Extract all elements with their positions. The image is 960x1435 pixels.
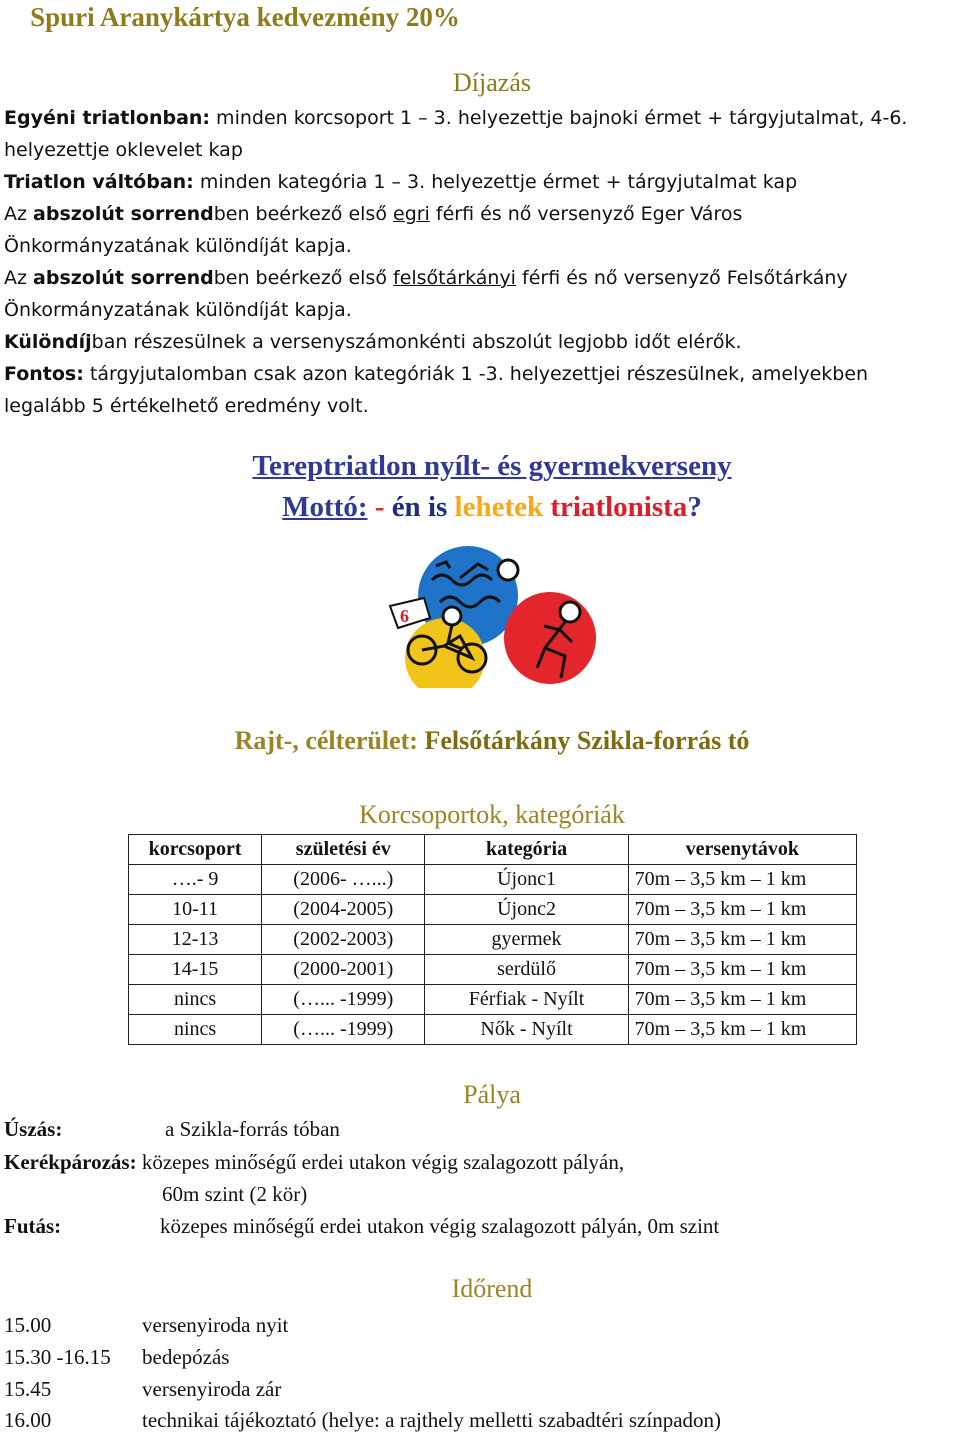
cell: 70m – 3,5 km – 1 km [628, 865, 856, 895]
dijazas-line-4 [4, 198, 742, 230]
col-versenytavok: versenytávok [628, 835, 856, 865]
start-area-value: Felsőtárkány Szikla-forrás tó [417, 726, 750, 755]
cell: gyermek [425, 925, 628, 955]
bike-line [4, 1147, 624, 1177]
red-circle [504, 592, 596, 684]
individual-label: Egyéni triatlonban: [4, 107, 211, 129]
text-fragment: Az [4, 267, 34, 289]
motto-triatlonista: triatlonista [550, 491, 688, 523]
schedule-text: versenyiroda zár [142, 1377, 282, 1401]
special-prize-text: ban részesülnek a versenyszámonkénti abszolút legjobb időt elérők. [91, 331, 742, 353]
triathlon-logo [360, 538, 610, 688]
cell: 14-15 [129, 955, 262, 985]
dijazas-line-6 [4, 262, 848, 294]
table-row [129, 925, 857, 955]
text-fragment: férfi és nő versenyző Eger Város [429, 203, 743, 225]
schedule-time: 15.45 [4, 1377, 52, 1401]
important-text: tárgyjutalomban csak azon kategóriák 1 -3. helyezettjei részesülnek, amelyekben [83, 363, 869, 385]
table-row [129, 865, 857, 895]
relay-text: minden kategória 1 – 3. helyezettje érmet + tárgyjutalmat kap [193, 171, 798, 193]
dijazas-line-5: Önkormányzatának különdíját kapja. [4, 235, 352, 257]
cell: (2006- …...) [262, 865, 425, 895]
cell: (2002-2003) [262, 925, 425, 955]
eger-underlined: egri [393, 203, 430, 225]
dijazas-title: Díjazás [453, 68, 531, 97]
dijazas-line-10: legalább 5 értékelhető eredmény volt. [4, 395, 369, 417]
col-szuletesi-ev: születési év [262, 835, 425, 865]
cell: Újonc1 [425, 865, 628, 895]
motto-dash: - [367, 491, 392, 523]
cell: nincs [129, 1015, 262, 1045]
dijazas-line-7: Önkormányzatának különdíját kapja. [4, 299, 352, 321]
palya-title: Pálya [463, 1080, 521, 1109]
motto [12, 491, 960, 524]
special-prize-label: Különdíj [4, 331, 92, 353]
cell: 70m – 3,5 km – 1 km [628, 1015, 856, 1045]
individual-text: minden korcsoport 1 – 3. helyezettje bajnoki érmet + tárgyjutalmat, 4-6. [210, 107, 908, 129]
table-header-row [129, 835, 857, 865]
text-fragment: ben beérkező első [213, 267, 393, 289]
col-kategoria: kategória [425, 835, 628, 865]
motto-en-is: én is [391, 491, 455, 523]
absolute-order-label: abszolút sorrend [33, 203, 214, 225]
cell: (2004-2005) [262, 895, 425, 925]
cell: 70m – 3,5 km – 1 km [628, 925, 856, 955]
dijazas-line-9 [4, 358, 868, 390]
cell: (…... -1999) [262, 985, 425, 1015]
number-badge [390, 598, 430, 628]
text-fragment: ben beérkező első [213, 203, 393, 225]
relay-label: Triatlon váltóban: [4, 171, 194, 193]
cell: 70m – 3,5 km – 1 km [628, 985, 856, 1015]
table-row [129, 895, 857, 925]
schedule-time: 16.00 [4, 1408, 52, 1432]
cell: 10-11 [129, 895, 262, 925]
idorend-title: Időrend [451, 1274, 533, 1303]
motto-label: Mottó: [282, 491, 368, 523]
important-label: Fontos: [4, 363, 84, 385]
text-fragment: Az [4, 203, 34, 225]
categories-table [128, 834, 857, 1045]
felsotarkany-underlined: felsőtárkányi [393, 267, 516, 289]
table-row [129, 955, 857, 985]
schedule-text: versenyiroda nyit [142, 1313, 289, 1337]
cell: Férfiak - Nyílt [425, 985, 628, 1015]
schedule-text: bedepózás [142, 1345, 230, 1369]
run-label: Futás: [4, 1214, 62, 1238]
motto-question: ? [687, 491, 702, 523]
swim-text: a Szikla-forrás tóban [165, 1117, 340, 1141]
text-fragment: férfi és nő versenyző Felsőtárkány [515, 267, 848, 289]
bike-text: közepes minőségű erdei utakon végig szalagozott pályán, [136, 1150, 625, 1174]
start-area [12, 726, 960, 756]
start-area-label: Rajt-, célterület: [234, 726, 418, 755]
motto-lehetek: lehetek [454, 491, 551, 523]
cell: 12-13 [129, 925, 262, 955]
col-korcsoport: korcsoport [129, 835, 262, 865]
dijazas-line-3 [4, 166, 797, 198]
dijazas-line-8 [4, 326, 742, 358]
table-row [129, 985, 857, 1015]
event-title: Tereptriatlon nyílt- és gyermekverseny [252, 450, 732, 482]
cell: nincs [129, 985, 262, 1015]
swim-label: Úszás: [4, 1117, 63, 1141]
cell: Újonc2 [425, 895, 628, 925]
badge-number: 6 [400, 606, 409, 626]
cell: Nők - Nyílt [425, 1015, 628, 1045]
bike-label: Kerékpározás: [4, 1150, 137, 1174]
cell: (…... -1999) [262, 1015, 425, 1045]
schedule-text: technikai tájékoztató (helye: a rajthely melletti szabadtéri színpadon) [142, 1408, 722, 1432]
dijazas-line-1 [4, 102, 907, 134]
cell: 70m – 3,5 km – 1 km [628, 895, 856, 925]
schedule-time: 15.30 -16.15 [4, 1345, 111, 1369]
schedule-time: 15.00 [4, 1313, 52, 1337]
absolute-order-label: abszolút sorrend [33, 267, 214, 289]
cell: 70m – 3,5 km – 1 km [628, 955, 856, 985]
categories-title: Korcsoportok, kategóriák [359, 800, 625, 829]
run-text: közepes minőségű erdei utakon végig szalagozott pályán, 0m szint [160, 1214, 720, 1238]
table-row [129, 1015, 857, 1045]
top-heading: Spuri Aranykártya kedvezmény 20% [30, 2, 460, 32]
bike-text-2: 60m szint (2 kör) [162, 1182, 308, 1206]
cell: ….- 9 [129, 865, 262, 895]
cell: (2000-2001) [262, 955, 425, 985]
dijazas-line-2: helyezettje oklevelet kap [4, 139, 243, 161]
cell: serdülő [425, 955, 628, 985]
